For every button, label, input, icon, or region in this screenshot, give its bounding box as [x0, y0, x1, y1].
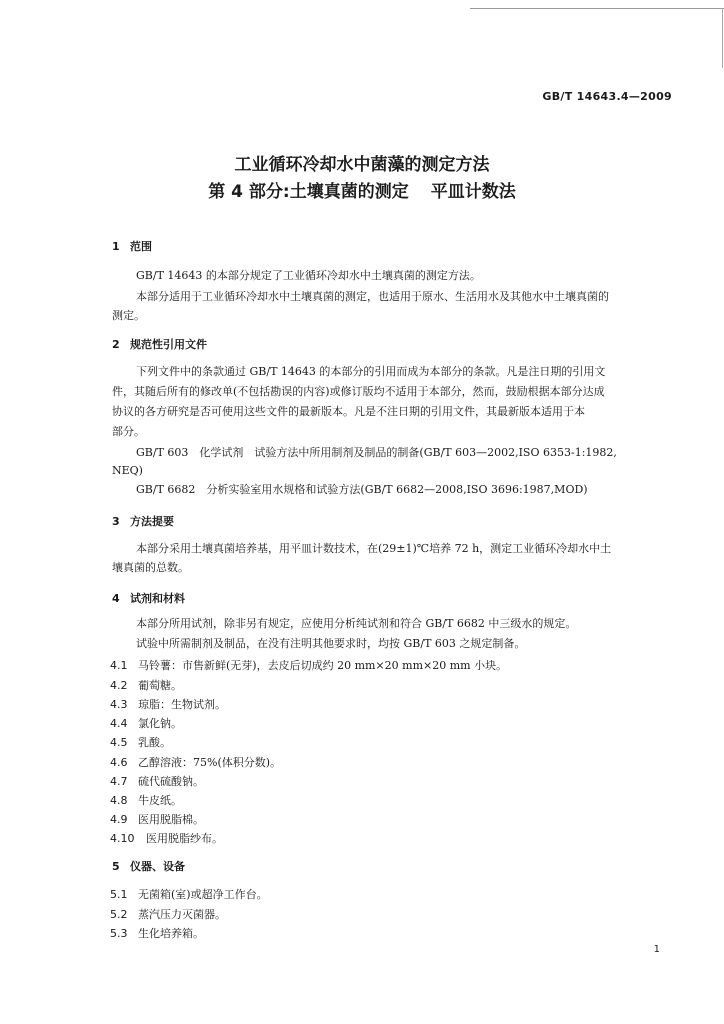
list-item: 5.1 无菌箱(室)或超净工作台。 [110, 888, 268, 901]
list-item: 4.1 马铃薯：市售新鲜(无芽)，去皮后切成约 20 mm×20 mm×20 mm 小块。 [110, 659, 508, 672]
list-item: 4.4 氯化钠。 [110, 717, 182, 730]
list-item: 5.2 蒸汽压力灭菌器。 [110, 908, 226, 921]
subtitle-method: 平皿计数法 [430, 182, 516, 202]
reference-line: GB/T 6682 分析实验室用水规格和试验方法(GB/T 6682—2008,ISO 3696:1987,MOD) [136, 483, 588, 496]
paragraph-line: 本部分采用土壤真菌培养基，用平皿计数技术，在(29±1)℃培养 72 h，测定工业循环冷却水中土 [136, 542, 612, 555]
list-item: 4.9 医用脱脂棉。 [110, 813, 204, 826]
section-heading-reagents: 4 试剂和材料 [112, 592, 185, 605]
list-item: 4.2 葡萄糖。 [110, 679, 182, 692]
paragraph-line: 部分。 [112, 425, 145, 438]
list-item: 4.5 乳酸。 [110, 736, 171, 749]
paragraph-line: 本部分适用于工业循环冷却水中土壤真菌的测定，也适用于原水、生活用水及其他水中土壤真菌的 [136, 290, 609, 303]
paragraph-line: 协议的各方研究是否可使用这些文件的最新版本。凡是不注日期的引用文件，其最新版本适用于本 [112, 405, 585, 418]
list-item: 4.8 牛皮纸。 [110, 794, 182, 807]
paragraph-line: 壤真菌的总数。 [112, 561, 189, 574]
paragraph-line: 件，其随后所有的修改单(不包括勘误的内容)或修订版均不适用于本部分，然而，鼓励根据本部分达成 [112, 385, 605, 398]
list-item: 5.3 生化培养箱。 [110, 927, 204, 940]
reference-line: GB/T 603 化学试剂 试验方法中所用制剂及制品的制备(GB/T 603—2002,ISO 6353-1:1982, [136, 446, 617, 459]
paragraph-line: 试验中所需制剂及制品，在没有注明其他要求时，均按 GB/T 603 之规定制备。 [136, 637, 526, 650]
scan-edge-line [722, 8, 723, 68]
list-item: 4.3 琼脂：生物试剂。 [110, 698, 226, 711]
scan-edge-line [470, 8, 724, 9]
document-subtitle [0, 177, 724, 202]
section-heading-scope: 1 范围 [112, 240, 152, 253]
section-heading-principle: 3 方法提要 [112, 515, 174, 528]
paragraph-line: 测定。 [112, 309, 145, 322]
document-title: 工业循环冷却水中菌藻的测定方法 [234, 155, 490, 175]
list-item: 4.6 乙醇溶液：75%(体积分数)。 [110, 756, 282, 769]
standard-code: GB/T 14643.4—2009 [542, 90, 672, 103]
paragraph-line: GB/T 14643 的本部分规定了工业循环冷却水中土壤真菌的测定方法。 [136, 269, 481, 282]
subtitle-part: 第 4 部分:土壤真菌的测定 [208, 182, 409, 202]
list-item: 4.10 医用脱脂纱布。 [110, 832, 223, 845]
reference-line: NEQ) [112, 464, 143, 477]
paragraph-line: 本部分所用试剂，除非另有规定，应使用分析纯试剂和符合 GB/T 6682 中三级水的规定。 [136, 617, 577, 630]
list-item: 4.7 硫代硫酸钠。 [110, 775, 204, 788]
section-heading-apparatus: 5 仪器、设备 [112, 860, 185, 873]
page-number: 1 [653, 944, 660, 955]
paragraph-line: 下列文件中的条款通过 GB/T 14643 的本部分的引用而成为本部分的条款。凡是注日期的引用文 [136, 365, 606, 378]
section-heading-references: 2 规范性引用文件 [112, 338, 207, 351]
